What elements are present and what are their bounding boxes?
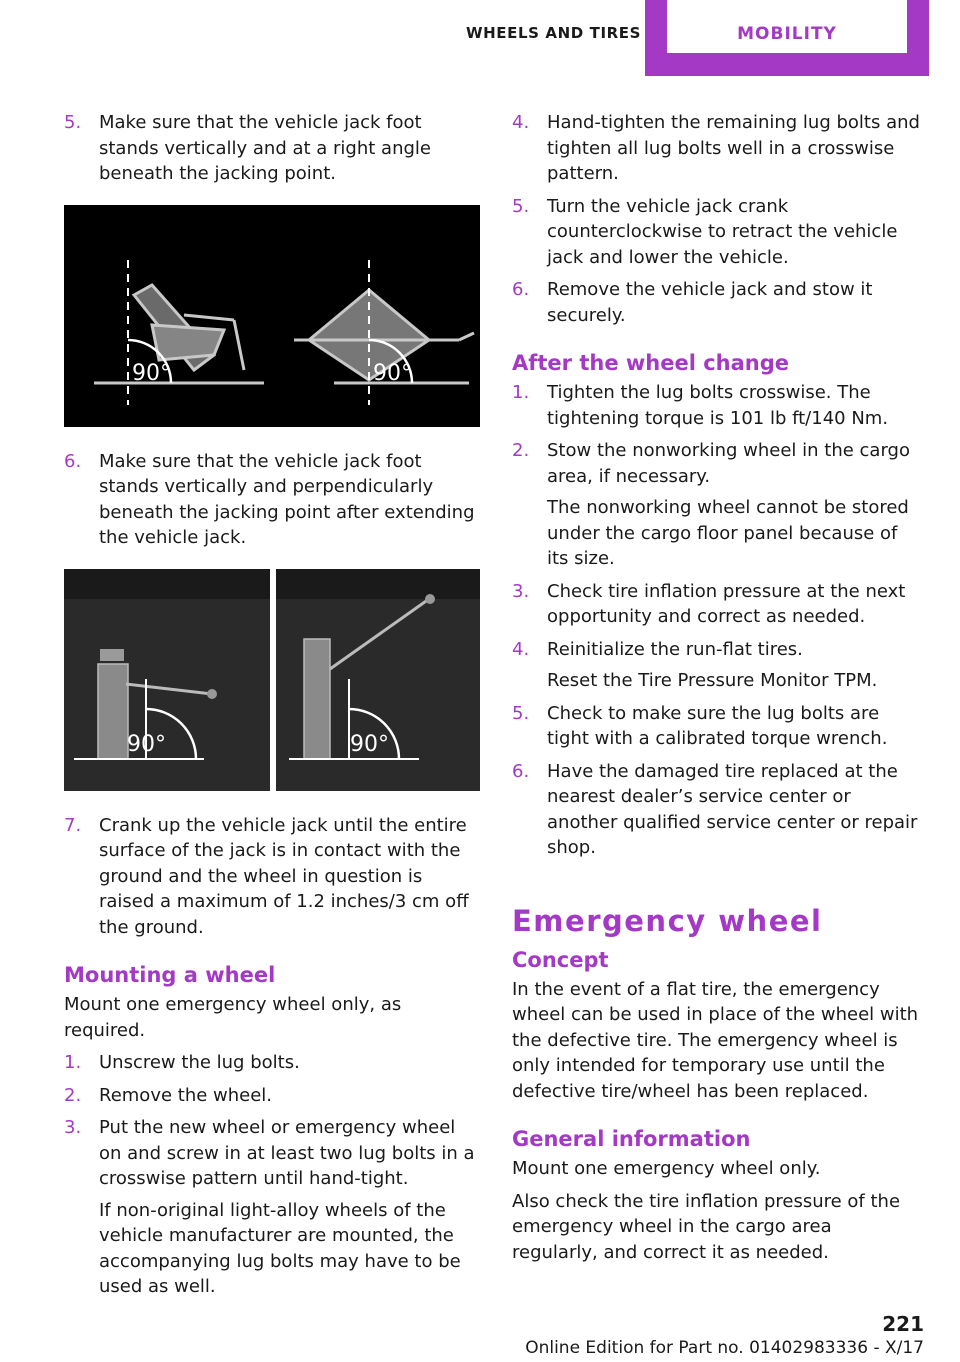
general-info-text-1: Mount one emergency wheel only. xyxy=(512,1158,821,1179)
step-text xyxy=(547,759,922,861)
step-text xyxy=(547,701,922,752)
step-note: The nonworking wheel cannot be stored under the cargo floor panel because of its size. xyxy=(547,497,909,569)
jack-extended-illustration xyxy=(64,569,480,791)
step-text xyxy=(99,1115,480,1300)
step-text xyxy=(99,110,480,187)
step-paragraph: Stow the nonworking wheel in the cargo area, if necessary. xyxy=(547,440,910,487)
step-text xyxy=(547,637,877,694)
step-item xyxy=(512,277,922,328)
edition-note: Online Edition for Part no. 01402983336 - X/17 xyxy=(525,1338,924,1358)
chapter-tab-inner xyxy=(667,0,907,53)
angle-label: 90° xyxy=(127,731,166,757)
step-number: 3. xyxy=(512,580,530,602)
step-number: 5. xyxy=(512,195,530,217)
step-paragraph: Turn the vehicle jack crank counterclockwise to retract the vehicle jack and lower the vehicle. xyxy=(547,195,898,268)
step-item xyxy=(512,438,922,572)
step-text xyxy=(547,194,922,271)
page-header xyxy=(0,0,960,76)
concept-heading: Concept xyxy=(512,947,609,972)
step-number: 2. xyxy=(64,1084,82,1106)
step-number: 5. xyxy=(64,112,82,133)
step-item xyxy=(64,813,480,941)
step-paragraph: Make sure that the vehicle jack foot stands vertically and at a right angle beneath the jacking point. xyxy=(99,112,431,184)
angle-label: 90° xyxy=(373,360,412,386)
step-item xyxy=(512,759,922,861)
mounting-heading: Mounting a wheel xyxy=(64,963,276,987)
step-number: 3. xyxy=(64,1117,82,1138)
mounting-intro: Mount one emergency wheel only, as required. xyxy=(64,994,402,1041)
step-item xyxy=(512,701,922,752)
step-number: 4. xyxy=(512,112,530,133)
step-text xyxy=(547,380,922,431)
step-paragraph: Hand-tighten the remaining lug bolts and tighten all lug bolts well in a crosswise pattern. xyxy=(547,112,920,184)
step-text xyxy=(547,579,922,630)
step-paragraph: Unscrew the lug bolts. xyxy=(99,1052,300,1073)
emergency-wheel-heading: Emergency wheel xyxy=(512,903,823,938)
step-item xyxy=(64,449,480,551)
concept-text: In the event of a flat tire, the emergency wheel can be used in place of the wheel with the defective tire. The emergency wheel is only intended for temporary use until the defective tire/wheel has been replaced. xyxy=(512,978,919,1102)
page-footer xyxy=(0,1312,960,1362)
chapter-tab xyxy=(645,0,929,76)
step-paragraph: Check tire inflation pressure at the next opportunity and correct as needed. xyxy=(547,580,906,627)
step-text xyxy=(99,1083,272,1109)
step-number: 4. xyxy=(512,638,530,660)
step-text xyxy=(99,1050,300,1076)
right-column xyxy=(512,110,922,1272)
step-item xyxy=(64,110,480,187)
angle-label: 90° xyxy=(132,360,171,386)
after-change-heading: After the wheel change xyxy=(512,351,790,375)
step-item xyxy=(64,1115,480,1300)
step-number: 5. xyxy=(512,702,530,724)
step-paragraph: Put the new wheel or emergency wheel on and screw in at least two lug bolts in a crosswise pattern until hand-tight. xyxy=(99,1117,475,1189)
step-text xyxy=(99,813,480,941)
jack-extended-figure xyxy=(64,569,480,791)
step-number: 1. xyxy=(512,382,530,403)
step-paragraph: Tighten the lug bolts crosswise. The tightening torque is 101 lb ft/140 Nm. xyxy=(547,382,889,429)
step-item xyxy=(512,637,922,694)
step-item xyxy=(512,579,922,630)
jack-angle-figure xyxy=(64,205,480,427)
step-number: 2. xyxy=(512,440,530,461)
step-text xyxy=(99,449,480,551)
step-number: 6. xyxy=(512,279,530,300)
step-paragraph: Make sure that the vehicle jack foot stands vertically and perpendicularly beneath the jacking point after extending the vehicle jack. xyxy=(99,450,475,548)
step-number: 6. xyxy=(512,760,530,782)
step-paragraph: Reinitialize the run-flat tires. xyxy=(547,638,803,660)
section-title: WHEELS AND TIRES xyxy=(466,24,642,42)
step-item xyxy=(64,1050,480,1076)
step-item xyxy=(512,110,922,187)
step-text xyxy=(547,438,922,572)
general-info-text-2: Also check the tire inflation pressure of the emergency wheel in the cargo area regularly, and correct it as needed. xyxy=(512,1190,901,1263)
step-text xyxy=(547,277,922,328)
page-number: 221 xyxy=(882,1312,924,1336)
step-number: 6. xyxy=(64,450,82,472)
step-number: 7. xyxy=(64,814,82,836)
angle-label: 90° xyxy=(350,731,389,757)
step-item xyxy=(64,1083,480,1109)
chapter-tab-label: MOBILITY xyxy=(737,24,837,44)
step-paragraph: Remove the wheel. xyxy=(99,1084,273,1106)
step-text xyxy=(547,110,922,187)
step-paragraph: Remove the vehicle jack and stow it securely. xyxy=(547,279,873,326)
step-paragraph: Have the damaged tire replaced at the nearest dealer’s service center or another qualified service center or repair shop. xyxy=(547,760,918,858)
step-item xyxy=(512,194,922,271)
step-paragraph: Check to make sure the lug bolts are tight with a calibrated torque wrench. xyxy=(547,702,888,749)
step-number: 1. xyxy=(64,1052,82,1073)
step-item xyxy=(512,380,922,431)
general-info-heading: General information xyxy=(512,1127,751,1151)
step-note: Reset the Tire Pressure Monitor TPM. xyxy=(547,670,878,691)
step-note: If non-original light-alloy wheels of the vehicle manufacturer are mounted, the accompanying lug bolts may have to be used as well. xyxy=(99,1199,461,1297)
left-column xyxy=(64,110,480,1307)
step-paragraph: Crank up the vehicle jack until the entire surface of the jack is in contact with the ground and the wheel in question is raised a maximum of 1.2 inches/3 cm off the ground. xyxy=(99,814,469,938)
jack-angle-illustration xyxy=(64,205,480,427)
